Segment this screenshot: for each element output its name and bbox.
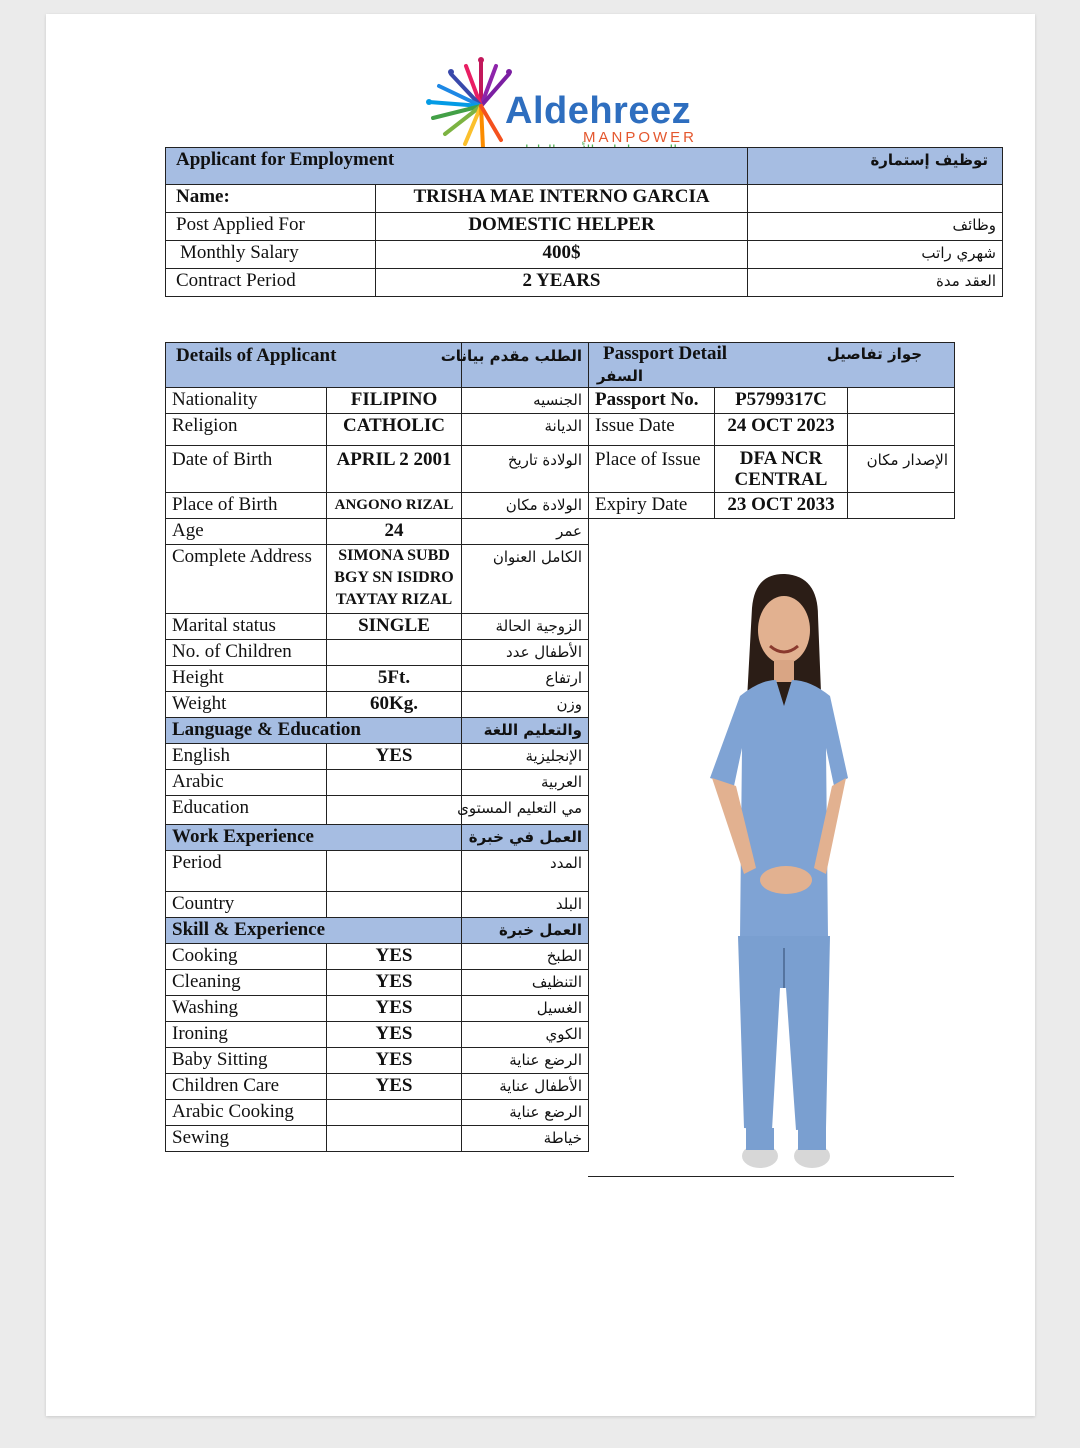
language-header-row <box>166 718 589 744</box>
period-ar: المدد <box>462 851 589 892</box>
work-header-row <box>166 825 589 851</box>
expiry-row <box>589 493 955 519</box>
nationality-value: FILIPINO <box>327 388 462 414</box>
name-row <box>166 185 1003 213</box>
applicant-details-table <box>165 342 589 1152</box>
issue-date-value: 24 OCT 2023 <box>715 414 848 446</box>
religion-label: Religion <box>166 414 327 446</box>
cleaning-label: Cleaning <box>166 970 327 996</box>
expiry-label: Expiry Date <box>589 493 715 519</box>
country-ar: البلد <box>462 892 589 918</box>
contract-row <box>166 269 1003 297</box>
issue-date-row <box>589 414 955 446</box>
marital-label: Marital status <box>166 614 327 640</box>
sewing-value <box>327 1126 462 1152</box>
applicant-name: TRISHA MAE INTERNO GARCIA <box>376 185 748 213</box>
religion-row <box>166 414 589 446</box>
weight-label: Weight <box>166 692 327 718</box>
arabic-cooking-row <box>166 1100 589 1126</box>
education-ar: مي التعليم المستوى <box>462 796 589 825</box>
salary-label: Monthly Salary <box>166 241 376 269</box>
age-ar: عمر <box>462 519 589 545</box>
address-row <box>166 545 589 614</box>
employment-table <box>165 147 1003 297</box>
nationality-label: Nationality <box>166 388 327 414</box>
passport-no-ar <box>848 388 955 414</box>
ironing-row <box>166 1022 589 1048</box>
details-title: Details of Applicant <box>166 343 462 388</box>
dob-label: Date of Birth <box>166 446 327 493</box>
place-issue-value: DFA NCR CENTRAL <box>715 446 848 493</box>
form-title: Applicant for Employment <box>166 148 748 185</box>
age-label: Age <box>166 519 327 545</box>
weight-value: 60Kg. <box>327 692 462 718</box>
ironing-label: Ironing <box>166 1022 327 1048</box>
post-ar: وظائف <box>748 213 1003 241</box>
education-label: Education <box>166 796 327 825</box>
babysitting-label: Baby Sitting <box>166 1048 327 1074</box>
cleaning-ar: التنظيف <box>462 970 589 996</box>
name-ar-cell <box>748 185 1003 213</box>
arabic-cooking-value <box>327 1100 462 1126</box>
details-header-row <box>166 343 589 388</box>
arabic-row <box>166 770 589 796</box>
height-label: Height <box>166 666 327 692</box>
cleaning-row <box>166 970 589 996</box>
weight-row <box>166 692 589 718</box>
pob-label: Place of Birth <box>166 493 327 519</box>
nationality-row <box>166 388 589 414</box>
passport-title-cell <box>589 343 955 388</box>
salary-row <box>166 241 1003 269</box>
form-title-ar: توظيف إستمارة <box>748 148 1003 185</box>
english-value: YES <box>327 744 462 770</box>
washing-label: Washing <box>166 996 327 1022</box>
issue-date-ar <box>848 414 955 446</box>
weight-ar: وزن <box>462 692 589 718</box>
education-value <box>327 796 462 825</box>
arabic-cooking-ar: الرضع عناية <box>462 1100 589 1126</box>
passport-no-row <box>589 388 955 414</box>
marital-ar: الزوجية الحالة <box>462 614 589 640</box>
passport-title: Passport Detail <box>603 343 728 364</box>
childcare-label: Children Care <box>166 1074 327 1100</box>
expiry-ar <box>848 493 955 519</box>
childcare-value: YES <box>327 1074 462 1100</box>
passport-title-ar: جواز تفاصيل <box>826 345 923 363</box>
passport-title-ar2: السفر <box>596 367 643 385</box>
dob-row <box>166 446 589 493</box>
arabic-ar: العربية <box>462 770 589 796</box>
period-value <box>327 851 462 892</box>
passport-no-label: Passport No. <box>589 388 715 414</box>
washing-value: YES <box>327 996 462 1022</box>
english-row <box>166 744 589 770</box>
arabic-label: Arabic <box>166 770 327 796</box>
skills-title-ar: العمل خبرة <box>462 918 589 944</box>
post-label: Post Applied For <box>166 213 376 241</box>
cooking-row <box>166 944 589 970</box>
language-title: Language & Education <box>166 718 462 744</box>
divider-line <box>588 1176 954 1177</box>
religion-ar: الديانة <box>462 414 589 446</box>
childcare-row <box>166 1074 589 1100</box>
issue-date-label: Issue Date <box>589 414 715 446</box>
babysitting-row <box>166 1048 589 1074</box>
sewing-ar: خياطة <box>462 1126 589 1152</box>
cooking-ar: الطبخ <box>462 944 589 970</box>
address-label: Complete Address <box>166 545 327 614</box>
ironing-value: YES <box>327 1022 462 1048</box>
passport-no-value: P5799317C <box>715 388 848 414</box>
english-ar: الإنجليزية <box>462 744 589 770</box>
expiry-value: 23 OCT 2033 <box>715 493 848 519</box>
washing-row <box>166 996 589 1022</box>
post-row <box>166 213 1003 241</box>
passport-table <box>588 342 955 519</box>
passport-header-row <box>589 343 955 388</box>
height-value: 5Ft. <box>327 666 462 692</box>
marital-row <box>166 614 589 640</box>
cooking-label: Cooking <box>166 944 327 970</box>
marital-value: SINGLE <box>327 614 462 640</box>
children-ar: الأطفال عدد <box>462 640 589 666</box>
logo-name: Aldehreez <box>505 90 692 132</box>
arabic-value <box>327 770 462 796</box>
babysitting-value: YES <box>327 1048 462 1074</box>
details-title-ar: الطلب مقدم بيانات <box>462 343 589 388</box>
period-row <box>166 851 589 892</box>
nationality-ar: الجنسيه <box>462 388 589 414</box>
children-label: No. of Children <box>166 640 327 666</box>
place-issue-ar: الإصدار مكان <box>848 446 955 493</box>
address-ar: الكامل العنوان <box>462 545 589 614</box>
place-issue-label: Place of Issue <box>589 446 715 493</box>
age-row <box>166 519 589 545</box>
height-ar: ارتفاع <box>462 666 589 692</box>
country-value <box>327 892 462 918</box>
employment-header-row <box>166 148 1003 185</box>
pob-value: ANGONO RIZAL <box>327 493 462 519</box>
english-label: English <box>166 744 327 770</box>
cooking-value: YES <box>327 944 462 970</box>
language-title-ar: والتعليم اللغة <box>462 718 589 744</box>
place-issue-row <box>589 446 955 493</box>
salary-value: 400$ <box>376 241 748 269</box>
logo-subtitle: MANPOWER <box>583 129 697 146</box>
dob-value: APRIL 2 2001 <box>327 446 462 493</box>
dob-ar: الولادة تاريخ <box>462 446 589 493</box>
skills-header-row <box>166 918 589 944</box>
work-title: Work Experience <box>166 825 462 851</box>
cleaning-value: YES <box>327 970 462 996</box>
contract-ar: العقد مدة <box>748 269 1003 297</box>
contract-value: 2 YEARS <box>376 269 748 297</box>
washing-ar: الغسيل <box>462 996 589 1022</box>
contract-label: Contract Period <box>166 269 376 297</box>
pob-row <box>166 493 589 519</box>
period-label: Period <box>166 851 327 892</box>
name-label: Name: <box>166 185 376 213</box>
sewing-label: Sewing <box>166 1126 327 1152</box>
age-value: 24 <box>327 519 462 545</box>
country-row <box>166 892 589 918</box>
ironing-ar: الكوي <box>462 1022 589 1048</box>
country-label: Country <box>166 892 327 918</box>
salary-ar: شهري راتب <box>748 241 1003 269</box>
arabic-cooking-label: Arabic Cooking <box>166 1100 327 1126</box>
address-value: SIMONA SUBD BGY SN ISIDRO TAYTAY RIZAL <box>327 545 462 614</box>
applicant-photo <box>700 568 870 1178</box>
religion-value: CATHOLIC <box>327 414 462 446</box>
post-value: DOMESTIC HELPER <box>376 213 748 241</box>
pob-ar: الولادة مكان <box>462 493 589 519</box>
sewing-row <box>166 1126 589 1152</box>
children-row <box>166 640 589 666</box>
work-title-ar: العمل في خبرة <box>462 825 589 851</box>
height-row <box>166 666 589 692</box>
babysitting-ar: الرضع عناية <box>462 1048 589 1074</box>
childcare-ar: الأطفال عناية <box>462 1074 589 1100</box>
education-row <box>166 796 589 825</box>
skills-title: Skill & Experience <box>166 918 462 944</box>
children-value <box>327 640 462 666</box>
